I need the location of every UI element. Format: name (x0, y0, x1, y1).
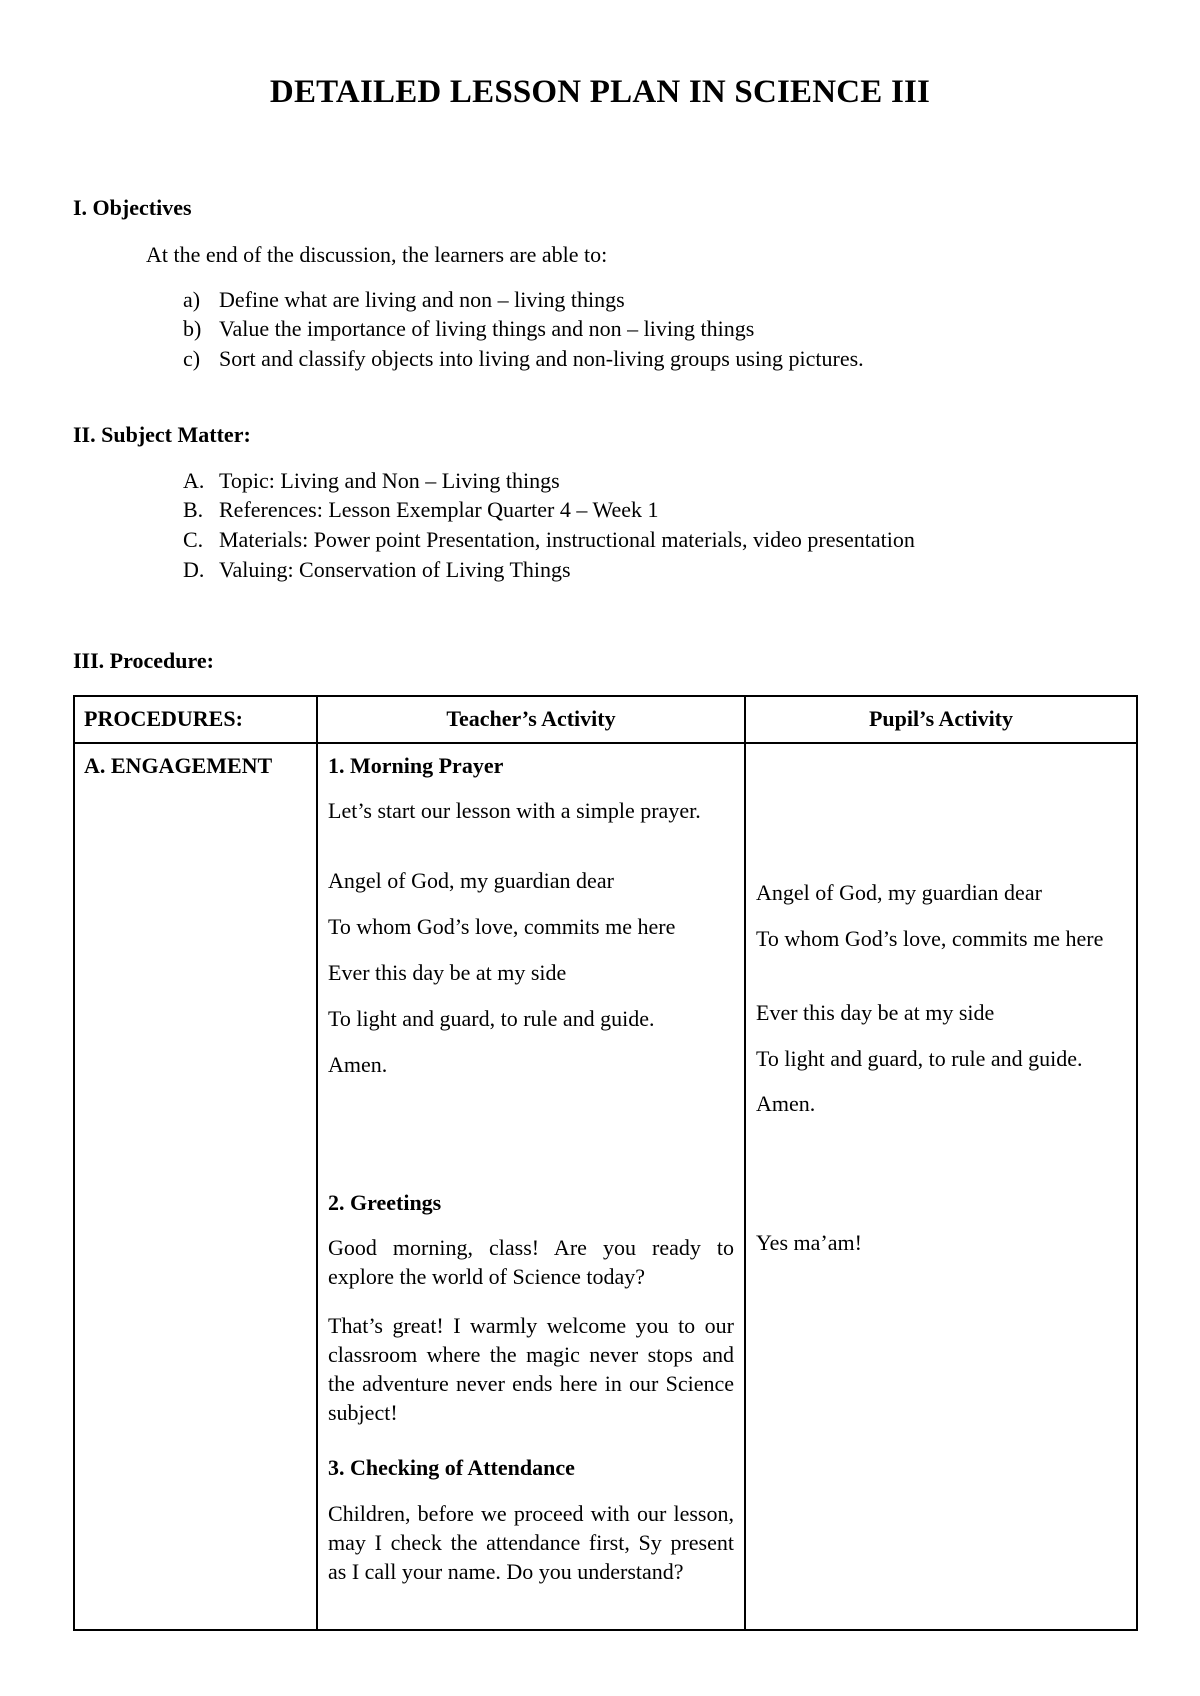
teacher-prayer-line: To light and guard, to rule and guide. (328, 1006, 655, 1031)
table-border-top (73, 695, 1138, 697)
teacher-prayer-line: Angel of God, my guardian dear (328, 868, 614, 893)
stage-label: A. ENGAGEMENT (84, 753, 273, 778)
pupil-greeting-reply: Yes ma’am! (756, 1230, 862, 1255)
header-pupil-activity: Pupil’s Activity (868, 706, 1014, 731)
table-border-right (1136, 695, 1138, 1631)
objective-item: a) Define what are living and non – living things (183, 287, 625, 312)
attendance-text: Children, before we proceed with our lesson, may I check the attendance first, Sy present as I call your name. Do you understand? (328, 1501, 734, 1584)
teacher-prayer-line: Ever this day be at my side (328, 960, 567, 985)
procedure-table (73, 695, 1138, 1631)
greetings-text: Good morning, class! Are you ready to explore the world of Science today? (328, 1235, 734, 1289)
pupil-prayer-line: To light and guard, to rule and guide. (756, 1046, 1083, 1071)
document-title: DETAILED LESSON PLAN IN SCIENCE III (269, 74, 931, 110)
prayer-intro-text: Let’s start our lesson with a simple prayer. (328, 798, 701, 823)
table-column-divider (316, 695, 318, 1631)
pupil-prayer-line: Ever this day be at my side (756, 1000, 995, 1025)
table-border-left (73, 695, 75, 1631)
pupil-prayer-line: Amen. (756, 1091, 816, 1116)
table-column-divider (744, 695, 746, 1631)
teacher-prayer-line: To whom God’s love, commits me here (328, 914, 676, 939)
objectives-intro: At the end of the discussion, the learners are able to: (146, 242, 608, 267)
objective-item: c) Sort and classify objects into living and non-living groups using pictures. (183, 346, 864, 371)
table-header-divider (73, 742, 1138, 744)
morning-prayer-heading: 1. Morning Prayer (328, 753, 504, 778)
procedure-heading: III. Procedure: (73, 648, 214, 673)
attendance-heading: 3. Checking of Attendance (328, 1455, 575, 1480)
objective-item: b) Value the importance of living things and non – living things (183, 316, 755, 341)
subject-matter-item: A. Topic: Living and Non – Living things (183, 468, 560, 493)
pupil-prayer-line: To whom God’s love, commits me here (756, 926, 1104, 951)
subject-matter-item: D. Valuing: Conservation of Living Things (183, 557, 571, 582)
header-procedures: PROCEDURES: (84, 706, 243, 731)
subject-matter-item: C. Materials: Power point Presentation, instructional materials, video presentation (183, 527, 915, 552)
objectives-heading: I. Objectives (73, 195, 192, 220)
table-border-bottom (73, 1629, 1138, 1631)
subject-matter-heading: II. Subject Matter: (73, 422, 251, 447)
subject-matter-item: B. References: Lesson Exemplar Quarter 4 – Week 1 (183, 497, 659, 522)
teacher-prayer-line: Amen. (328, 1052, 388, 1077)
greetings-welcome-text: That’s great! I warmly welcome you to our classroom where the magic never stops and the adventure never ends here in our Science subject! (328, 1313, 734, 1425)
header-teacher-activity: Teacher’s Activity (446, 706, 616, 731)
pupil-prayer-line: Angel of God, my guardian dear (756, 880, 1042, 905)
greetings-heading: 2. Greetings (328, 1190, 442, 1215)
